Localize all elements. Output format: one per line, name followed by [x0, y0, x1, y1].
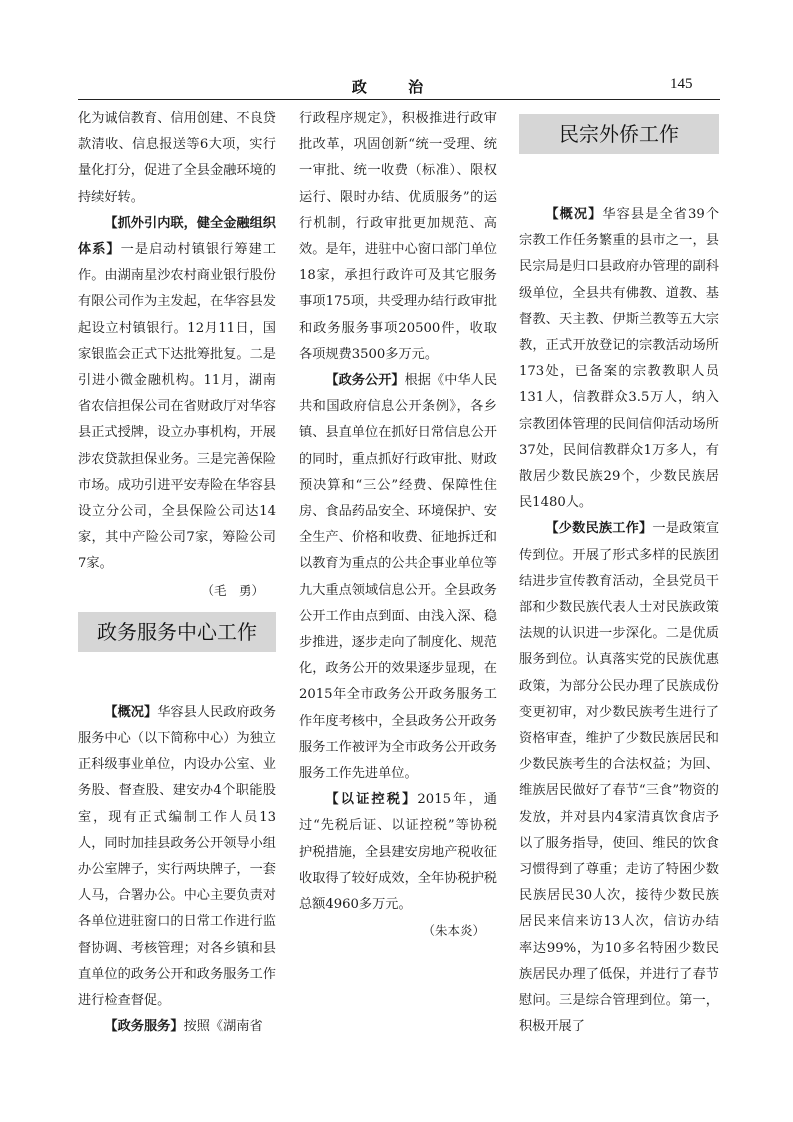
paragraph-keyword: 【以证控税】: [325, 792, 418, 808]
paragraph: [519, 516, 719, 1040]
paragraph: [299, 787, 497, 918]
paragraph-keyword: 【政务服务】: [104, 1019, 184, 1035]
header-rule: [78, 99, 720, 100]
column-1: [78, 106, 276, 1041]
spacer: [519, 106, 719, 114]
paragraph-keyword: 【概况】: [104, 704, 158, 720]
paragraph: [519, 202, 719, 516]
paragraph: [299, 368, 497, 787]
paragraph-keyword: 【政务公开】: [325, 373, 405, 389]
paragraph-keyword: 【概况】: [545, 207, 603, 222]
paragraph-text: 按照《湖南省: [183, 1019, 263, 1035]
paragraph-text: 根据《中华人民共和国政府信息公开条例》，各乡镇、县直单位在抓好日常信息公开的同时，重点抓好行政审批、财政预决算和“三公”经费、保障性住房、食品药品安全、环境保护、安全生产、价格和收费、征地拆迁和以教育为重点的公共企事业单位等九大重点领域信息公开。全县政务公开工作由点到面、由浅入深、稳步推进，逐步走向了制度化、规范化，政务公开的效果逐步显现，在2015年全市政务公开政务服务工作年度考核中，全县政务公开政务服务工作被评为全市政务公开政务服务工作先进单位。: [299, 373, 498, 782]
paragraph-keyword: 【少数民族工作】: [545, 521, 653, 537]
paragraph-text: 华容县人民政府政务服务中心（以下简称中心）为独立正科级事业单位，内设办公室、业务股、督查股、建安办4个职能股室，现有正式编制工作人员13人，同时加挂县政务公开领导小组办公室牌子，实行两块牌子，一套人马，合署办公。中心主要负责对各单位进驻窗口的日常工作进行监督协调、考核管理；对各乡镇和县直单位的政务公开和政务服务工作进行检查督促。: [78, 704, 277, 1009]
paragraph: [78, 211, 276, 578]
paragraph-text: 一是启动村镇银行筹建工作。由湖南星沙农村商业银行股份有限公司作为主发起，在华容县发起设立村镇银行。12月11日，国家银监会正式下达批筹批复。二是引进小微金融机构。11月，湖南省农信担保公司在省财政厅对华容县正式授牌，设立办事机构，开展涉农贷款担保业务。三是完善保险市场。成功引进平安寿险在华容县设立分公司，全县保险公司达14家，其中产险公司7家，筹险公司7家。: [78, 242, 277, 572]
column-2: [299, 106, 497, 945]
column-3: [519, 106, 719, 1041]
spacer: [78, 604, 276, 612]
running-header-title: 政 治: [351, 78, 442, 96]
author-credit: （朱本炎）: [422, 923, 485, 939]
paragraph: 行政程序规定》，积极推进行政审批改革，巩固创新“统一受理、统一审批、统一收费（标准）、限权运行、限时办结、优质服务”的运行机制，行政审批更加规范、高效。是年，进驻中心窗口部门单位18家，承担行政许可及其它服务事项175项，共受理办结行政审批和政务服务事项20500件，收取各项规费3500多万元。: [299, 111, 497, 362]
paragraph-keyword: 【抓外引内联，健全金融组织体系】: [78, 215, 276, 258]
paragraph: 化为诚信教育、信用创建、不良贷款清收、信息报送等6大项，实行量化打分，促进了全县金融环境的持续好转。: [78, 111, 276, 205]
spacer: [519, 154, 719, 202]
section-heading: 政务服务中心工作: [78, 612, 276, 652]
paragraph: [78, 1014, 276, 1040]
paragraph-text: 华容县是全省39个宗教工作任务繁重的县市之一，县民宗局是归口县政府办管理的副科级单位，全县共有佛教、道教、基督教、天主教、伊斯兰教等五大宗教，正式开放登记的宗教活动场所173处，已备案的宗教教职人员131人，信教群众3.5万人，纳入宗教团体管理的民间信仰活动场所37处，民间信教群众1万多人，有散居少数民族29个，少数民族居民1480人。: [519, 207, 720, 511]
spacer: [78, 652, 276, 700]
paragraph: [78, 700, 276, 1014]
section-heading: 民宗外侨工作: [519, 114, 719, 154]
paragraph-text: 一是政策宣传到位。开展了形式多样的民族团结进步宣传教育活动，全县党员干部和少数民族代表人士对民族政策法规的认识进一步深化。二是优质服务到位。认真落实党的民族优惠政策，为部分公民办理了民族成份变更初审，对少数民族考生进行了资格审查，维护了少数民族居民和少数民族考生的合法权益；为回、维族居民做好了春节“三食”物资的发放，并对县内4家清真饮食店予以了服务指导，使回、维民的饮食习惯得到了尊重；走访了特困少数民族居民30人次，接待少数民族居民来信来访13人次，信访办结率达99%，为10多名特困少数民族居民办理了低保，并进行了春节慰问。三是综合管理到位。第一，积极开展了: [519, 521, 720, 1035]
paragraph-text: 2015年，通过“先税后证、以证控税”等协税护税措施，全县建安房地产税收征收取得了较好成效，全年协税护税总额4960多万元。: [299, 792, 497, 913]
page-number: 145: [670, 76, 693, 92]
author-credit: （毛 勇）: [201, 582, 264, 598]
